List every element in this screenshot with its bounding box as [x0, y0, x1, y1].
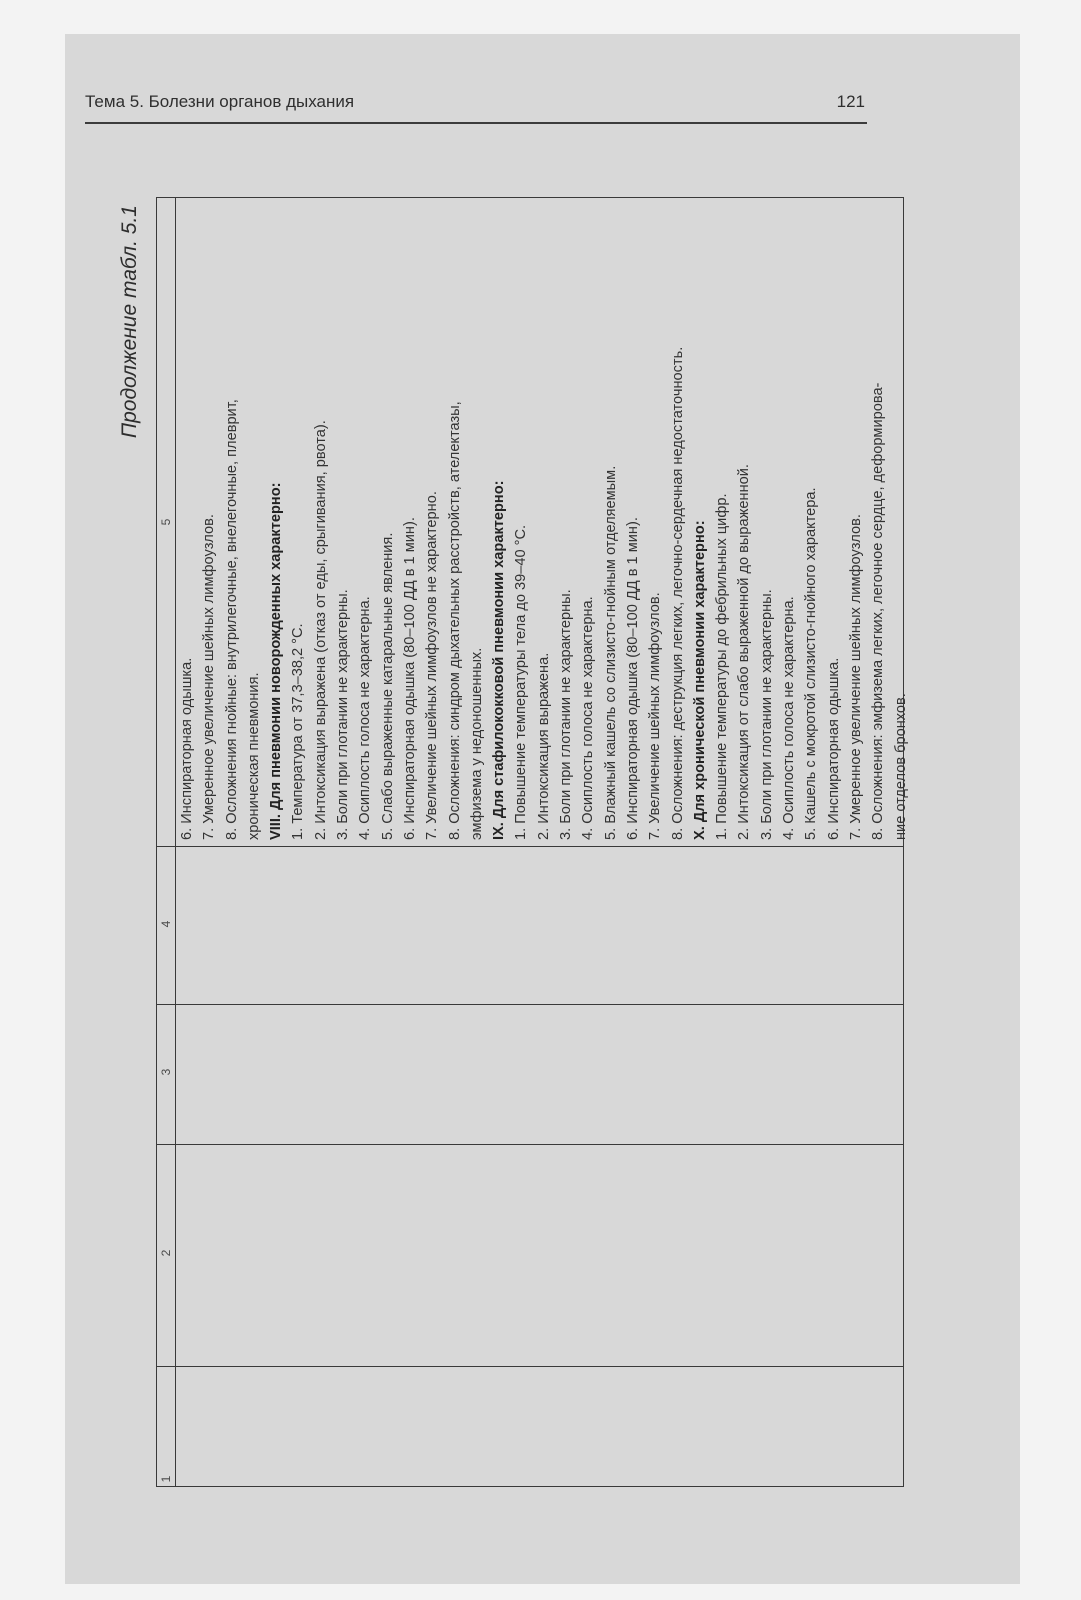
page-number: 121	[836, 92, 865, 111]
section-heading: VIII. Для пневмонии новорожденных характерно:	[268, 482, 285, 840]
table-line: 8. Осложнения: синдром дыхательных расстройств, ателектазы,	[446, 401, 463, 840]
table-line: 1. Повышение температуры до фебрильных цифр.	[714, 493, 731, 840]
table-line: 8. Осложнения гнойные: внутрилегочные, внелегочные, плеврит,	[223, 399, 240, 840]
table-line: 7. Увеличение шейных лимфоузлов не характерно.	[424, 491, 441, 840]
table-line: 2. Интоксикация выражена (отказ от еды, срыгивания, рвота).	[312, 420, 329, 840]
table-line: 7. Умеренное увеличение шейных лимфоузлов.	[847, 514, 864, 840]
table-column-1	[157, 1366, 903, 1486]
continuation-table	[156, 197, 909, 1487]
table-line: 3. Боли при глотании не характерны.	[558, 589, 575, 840]
table-line: 8. Осложнения: деструкция легких, легочно-сердечная недостаточность.	[669, 346, 686, 840]
table-caption: Продолжение табл. 5.1	[118, 205, 141, 439]
table-line: 4. Осиплость голоса не характерна.	[781, 596, 798, 840]
table-line: 5. Влажный кашель со слизисто-гнойным отделяемым.	[602, 465, 619, 840]
section-heading: IX. Для стафилококковой пневмонии характерно:	[491, 480, 508, 840]
column-5-content	[176, 198, 912, 846]
table-column-2	[157, 1144, 903, 1366]
table-line: 4. Осиплость голоса не характерна.	[357, 596, 374, 840]
table-line: 5. Кашель с мокротой слизисто-гнойного характера.	[803, 487, 820, 840]
table-line: 6. Инспираторная одышка.	[179, 657, 195, 840]
table-line: 3. Боли при глотании не характерны.	[335, 589, 352, 840]
table-line: 1. Повышение температуры тела до 39–40 °С.	[513, 524, 530, 840]
column-number-3: 3	[159, 1068, 173, 1076]
chapter-title: Тема 5. Болезни органов дыхания	[85, 92, 355, 111]
table-line: 8. Осложнения: эмфизема легких, легочное сердце, деформирова-	[870, 382, 887, 840]
table-line: 2. Интоксикация от слабо выраженной до выраженной.	[736, 464, 753, 840]
table-line: 6. Инспираторная одышка (80–100 ДД в 1 мин).	[401, 517, 418, 840]
column-number-2: 2	[159, 1249, 173, 1257]
table-line: 7. Увеличение шейных лимфоузлов.	[647, 592, 664, 840]
table-line: хроническая пневмония.	[245, 672, 262, 840]
table-line: 6. Инспираторная одышка (80–100 ДД в 1 мин).	[624, 517, 641, 840]
rotated-table-block	[118, 197, 909, 1487]
table-line: 4. Осиплость голоса не характерна.	[580, 596, 597, 840]
table-line: 5. Слабо выраженные катаральные явления.	[379, 532, 396, 840]
table-line: 2. Интоксикация выражена.	[535, 652, 552, 840]
column-number-1: 1	[159, 1475, 173, 1483]
table-line: 1. Температура от 37,3–38,2 °С.	[290, 623, 307, 840]
section-heading: X. Для хронической пневмонии характерно:	[691, 520, 708, 840]
column-number-4: 4	[159, 920, 173, 928]
table-line: 6. Инспираторная одышка.	[825, 657, 842, 840]
table-column-4	[157, 846, 903, 1004]
table-line: 7. Умеренное увеличение шейных лимфоузлов.	[201, 514, 218, 840]
running-header	[85, 86, 867, 124]
table-line: эмфизема у недоношенных.	[468, 647, 485, 840]
column-number-5: 5	[159, 518, 173, 526]
table-line: ние отделов бронхов.	[892, 693, 909, 840]
table-column-3	[157, 1004, 903, 1144]
table-header-row	[157, 198, 176, 1486]
table-line: 3. Боли при глотании не характерны.	[758, 589, 775, 840]
